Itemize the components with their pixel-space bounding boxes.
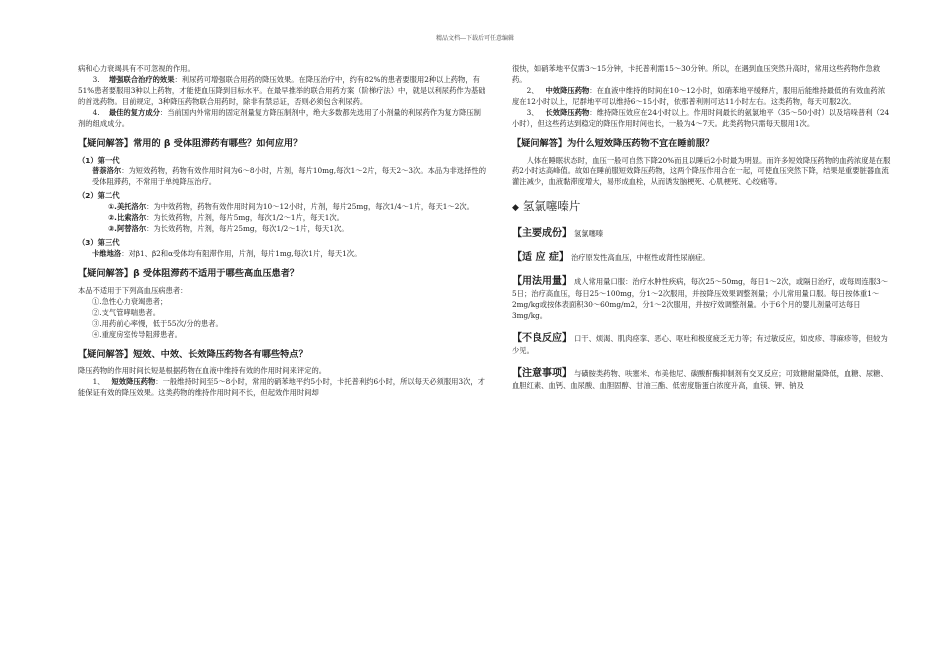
medium-acting-text: ：在血液中维持的时间在10～12小时，如硝苯地平缓释片，服用后能维持最低的有效血药浓度在12小时以上，尼群地平可以维持6～15小时，依那普利则可达11小时左右。这类药物，每天可服2次。 xyxy=(512,85,886,106)
section-text: 与磺胺类药物、呋塞米、布美他尼、碳酸酐酶抑制剂有交叉反应；可致糖耐量降低，血糖、尿糖、血胆红素、血钙、血尿酸、血胆固醇、甘油三酯、低密度脂蛋白浓度升高，血镁、钾、钠及 xyxy=(512,368,888,390)
item-3-text: ：利尿药可增强联合用药的降压效果。在降压治疗中，约有82%的患者要服用2种以上药物，有51%患者要服用3种以上药物，才能使血压降到目标水平。在最早推举的联合用药方案（阶梯疗法）中，就是以利尿药作为基础的首选药物。目前规定，3种降压药物联合用药时，除非有禁忌证，否则必须包含利尿药。 xyxy=(78,74,486,106)
propranolol-text: ：为短效药物，药物有效作用时间为6～8小时，片剂，每片10mg,每次1～2片，每天2～3次。本品为非选择性的受体阻滞药，不常用于单纯降压治疗。 xyxy=(92,166,486,187)
contraindication-item: ④.重度房室传导阻滞患者。 xyxy=(92,329,182,339)
qa-duration-heading: 【疑问解答】短效、中效、长效降压药物各有哪些特点？ xyxy=(78,348,308,360)
contraindications-intro: 本品不适用于下列高血压病患者： xyxy=(78,285,188,295)
section-indications xyxy=(512,250,892,265)
gen1-heading: （1）第一代 xyxy=(78,155,120,165)
contraindication-item: ③.用药前心率慢，低于55次/分的患者。 xyxy=(92,318,223,328)
short-acting-number: 1、 xyxy=(92,377,105,387)
qa-beta-blockers-heading: 【疑问解答】常用的 β 受体阻滞药有哪些？如何应用？ xyxy=(78,137,303,149)
long-acting-title: 长效降压药物 xyxy=(545,107,590,117)
item-4-number: 4. xyxy=(92,107,100,117)
section-precautions xyxy=(512,366,892,392)
item-4-title: 最佳的复方成分 xyxy=(108,107,160,117)
item-3 xyxy=(78,75,486,108)
item-3-title: 增强联合治疗的效果 xyxy=(108,74,175,84)
page-header: 精品文档---下载后可任意编辑 xyxy=(435,35,515,42)
propranolol-entry xyxy=(78,166,486,188)
section-label: 【不良反应】 xyxy=(512,332,572,344)
bedtime-answer: 人体在睡眠状态时，血压一般可自然下降20%而且以睡后2小时最为明显。而许多短效降压药物的血药浓度是在服药2小时达高峰值。故如在睡前服短效降压药物，这两个降压作用合在一起，可使血压突然下降，结果是重要脏器血流灌注减少，血液黏滞度增大，易形成血栓，从而诱发脑梗死、心肌梗死、心绞痛等。 xyxy=(512,155,891,187)
contraindication-item: ①.急性心力衰竭患者； xyxy=(92,296,168,306)
item-4-text: ：当前国内外常用的固定剂量复方降压制剂中，绝大多数都先选用了小剂量的利尿药作为复方降压制剂的组成成分。 xyxy=(78,107,481,128)
section-ingredients xyxy=(512,226,892,241)
section-label: 【用法用量】 xyxy=(512,275,572,287)
gen2-heading: （2）第二代 xyxy=(78,191,120,201)
section-dosage xyxy=(512,274,892,322)
atenolol-text: ：为长效药物，片剂，每片25mg，每次1/2～1片，每天1次。 xyxy=(146,224,349,234)
section-label: 【适 应 症】 xyxy=(512,251,569,263)
left-column xyxy=(78,64,486,399)
short-acting-entry xyxy=(78,377,486,399)
section-text: 成人常用量口服：治疗水肿性疾病，每次25～50mg，每日1～2次，或隔日治疗，或每周连服3～5日；治疗高血压，每日25～100mg，分1～2次服用，并按降压效果调整剂量；小儿常用量口服。每日按体重1～2mg/kg或按体表面积30～60mg/m2，分1～2次服用，并按疗效调整剂量。小于6个月的婴儿剂量可达每日3mg/kg。 xyxy=(512,276,889,320)
short-acting-text: ：一般维持时间至5～8小时，常用的硝苯地平约5小时，卡托普利约6小时，所以每天必须服用3次，才能保证有效的降压效果。这类药物的维持作用时间不长，但起效作用时间却 xyxy=(78,377,485,398)
section-adverse-reactions xyxy=(512,331,892,357)
section-label: 【注意事项】 xyxy=(512,367,572,379)
item-4 xyxy=(78,108,486,130)
gen3-heading: （3）第三代 xyxy=(78,238,120,248)
diamond-icon: ◆ xyxy=(512,203,519,214)
bisoprolol-text: ：为长效药物，片剂，每片5mg，每次1/2～1片，每天1次。 xyxy=(146,213,344,223)
metoprolol-text: ：为中效药物，药物有效作用时间为10～12小时，片剂，每片25mg，每次1/4～1片，每天1～2次。 xyxy=(146,202,474,212)
metoprolol-entry xyxy=(78,202,486,213)
section-text: 治疗原发性高血压，中枢性或肾性尿崩症。 xyxy=(570,252,710,262)
atenolol-name: ③.阿替洛尔 xyxy=(108,224,147,234)
metoprolol-name: ①.美托洛尔 xyxy=(108,202,147,212)
drug-title xyxy=(512,198,892,216)
long-acting-entry xyxy=(512,108,892,130)
section-text: 氢氯噻嗪 xyxy=(574,228,604,238)
medium-acting-entry xyxy=(512,86,892,108)
short-acting-title: 短效降压药物 xyxy=(111,377,156,387)
right-column xyxy=(512,64,892,398)
bisoprolol-name: ②.比索洛尔 xyxy=(108,213,147,223)
section-text: 口干、烦渴、肌肉痉挛、恶心、呕吐和极度疲乏无力等；有过敏反应，如皮疹、荨麻疹等，但较为少见。 xyxy=(512,333,888,355)
propranolol-name: 普萘洛尔 xyxy=(92,166,122,176)
drug-name: 氢氯噻嗪片 xyxy=(522,199,581,214)
contraindication-item: ②.支气管哮喘患者。 xyxy=(92,307,160,317)
carvedilol-entry xyxy=(78,249,486,260)
medium-acting-title: 中效降压药物 xyxy=(545,85,590,95)
section-label: 【主要成份】 xyxy=(512,227,572,239)
duration-intro: 降压药物的作用时间长短是根据药物在血液中维持有效的作用时间来评定的。 xyxy=(78,366,327,376)
long-acting-text: ：维持降压效应在24小时以上。作用时间最长的氨氯地平（35～50小时）以及培哚普利（24小时），但这些药达到稳定的降压作用时间也长，一般为4～7天。此类药物只需每天服用1次。 xyxy=(512,107,890,128)
right-intro: 很快，如硝苯地平仅需3～15分钟，卡托普利需15～30分钟。所以，在遇到血压突然升高时，常用这些药物作急救药。 xyxy=(512,64,881,84)
medium-acting-number: 2、 xyxy=(526,85,539,95)
carvedilol-text: ：对β1、β2和α受体均有阻滞作用，片剂，每片1mg,每次1片，每天1次。 xyxy=(121,249,362,258)
qa-contraindications-heading: 【疑问解答】β 受体阻滞药不适用于哪些高血压患者？ xyxy=(78,267,300,279)
item-3-number: 3. xyxy=(92,74,100,84)
left-intro: 病和心力衰竭具有不可忽视的作用。 xyxy=(78,64,195,73)
atenolol-entry xyxy=(78,224,486,235)
carvedilol-name: 卡维地洛 xyxy=(92,249,122,258)
bisoprolol-entry xyxy=(78,213,486,224)
qa-bedtime-heading: 【疑问解答】为什么短效降压药物不宜在睡前服？ xyxy=(512,137,715,149)
long-acting-number: 3、 xyxy=(526,107,539,117)
